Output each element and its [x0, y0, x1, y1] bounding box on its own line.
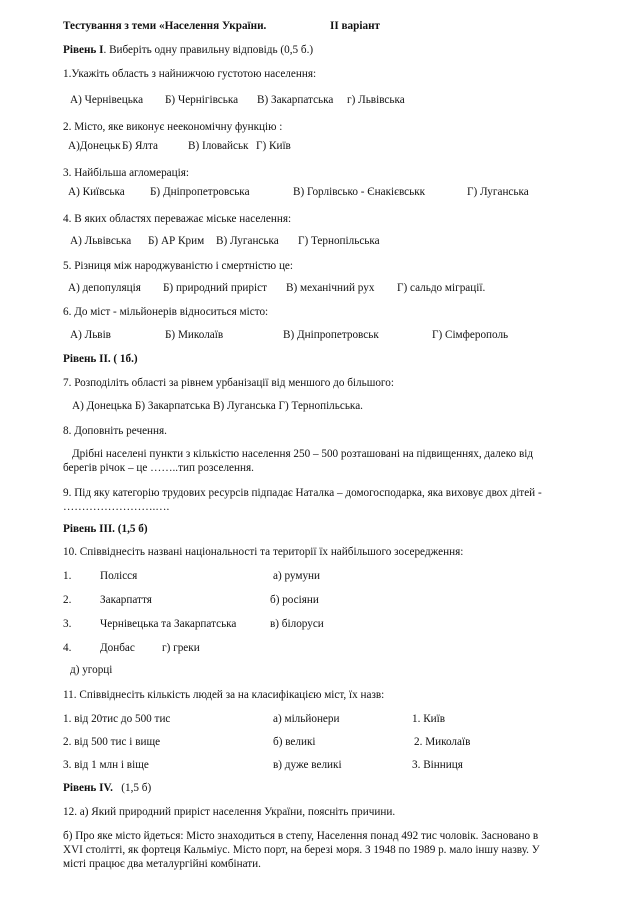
q11-category: в) дуже великі [273, 759, 342, 771]
q8-sentence-line-1: Дрібні населені пункти з кількістю населення 250 – 500 розташовані на підвищеннях, далеко від [72, 448, 534, 460]
q1-option-c: В) Закарпатська [257, 94, 334, 106]
question-4: 4. В яких областях переважає міське населення: [63, 213, 292, 225]
level-3-heading: Рівень ІІІ. (1,5 б) [63, 523, 148, 535]
question-2: 2. Місто, яке виконує неекономічну функцію : [63, 121, 283, 133]
level-1-instruction: . Виберіть одну правильну відповідь (0,5 б.) [103, 44, 314, 56]
question-3: 3. Найбільша агломерація: [63, 167, 189, 179]
q11-city: 1. Київ [412, 713, 446, 725]
q6-option-b: Б) Миколаїв [165, 329, 224, 341]
q10-row-number: 1. [63, 570, 72, 582]
level-2-heading: Рівень ІІ. ( 1б.) [63, 353, 138, 365]
q6-option-a: А) Львів [70, 329, 111, 341]
q1-option-d: г) Львівська [347, 94, 405, 106]
q10-row-number: 4. [63, 642, 72, 654]
question-8: 8. Доповніть речення. [63, 425, 167, 437]
q5-option-d: Г) сальдо міграції. [397, 282, 486, 294]
q11-range: 3. від 1 млн і віще [63, 759, 149, 771]
level-4-heading [63, 781, 151, 795]
test-title: Тестування з теми «Населення України. [63, 20, 267, 32]
q3-option-d: Г) Луганська [467, 186, 529, 198]
q3-option-b: Б) Дніпропетровська [150, 186, 250, 198]
question-7: 7. Розподіліть області за рівнем урбанізації від меншого до більшого: [63, 377, 394, 389]
question-12-b-line-3: місті працює два металургійні комбінати. [63, 858, 261, 870]
q3-option-a: А) Київська [68, 186, 125, 198]
q10-extra-option: д) угорці [70, 664, 113, 676]
q8-sentence-line-2: берегів річок – це ……..тип розселення. [63, 462, 254, 474]
variant-label: ІІ варіант [330, 20, 381, 32]
level-4-label: Рівень IV. [63, 782, 113, 794]
question-12-b-line-1: б) Про яке місто йдеться: Місто знаходиться в степу, Населення понад 492 тис чоловік. Засновано в [63, 830, 539, 842]
q10-answer: в) білоруси [270, 618, 324, 630]
q2-option-c: В) Іловайськ [188, 140, 249, 152]
q5-option-b: Б) природний приріст [163, 282, 267, 294]
q10-answer: б) росіяни [270, 594, 319, 606]
question-12-a: 12. а) Який природний приріст населення України, поясніть причини. [63, 806, 396, 818]
question-9: 9. Під яку категорію трудових ресурсів підпадає Наталка – домогосподарка, яка виховує двох дітей - [63, 487, 542, 499]
q10-region: Чернівецька та Закарпатська [100, 618, 237, 630]
q11-range: 1. від 20тис до 500 тис [63, 713, 171, 725]
q10-region: Закарпаття [100, 594, 152, 606]
q11-range: 2. від 500 тис і вище [63, 736, 161, 748]
question-6: 6. До міст - мільйонерів відноситься місто: [63, 306, 269, 318]
q11-city: 3. Вінниця [412, 759, 463, 771]
q10-row-number: 2. [63, 594, 72, 606]
q4-option-d: Г) Тернопільська [298, 235, 380, 247]
question-11: 11. Співвіднесіть кількість людей за на класифікацією міст, їх назв: [63, 689, 385, 701]
q1-option-a: А) Чернівецька [70, 94, 144, 106]
q4-option-c: В) Луганська [216, 235, 279, 247]
q9-answer-blank: …………………….…. [63, 501, 170, 513]
q4-option-a: А) Львівська [70, 235, 132, 247]
q2-option-a: А)Донецьк [68, 140, 121, 152]
question-5: 5. Різниця між народжуваністю і смертністю це: [63, 260, 294, 272]
question-12-b-line-2: XVI столітті, як фортеця Кальміус. Місто порт, на березі моря. З 1948 по 1989 р. мало іншу назву. У [63, 844, 540, 856]
question-1: 1.Укажіть область з найнижчою густотою населення: [63, 68, 317, 80]
q11-category: а) мільйонери [273, 713, 340, 725]
level-1-heading [63, 43, 313, 57]
q5-option-c: В) механічний рух [286, 282, 375, 294]
q4-option-b: Б) АР Крим [148, 235, 205, 247]
q11-category: б) великі [273, 736, 316, 748]
q5-option-a: А) депопуляція [68, 282, 141, 294]
q11-city: 2. Миколаїв [414, 736, 471, 748]
q7-options: А) Донецька Б) Закарпатська В) Луганська Г) Тернопільська. [72, 400, 363, 412]
q3-option-c: В) Горлівсько - Єнакієвськк [293, 186, 426, 198]
q10-answer: г) греки [162, 642, 200, 654]
level-1-label: Рівень І [63, 44, 104, 56]
q10-row-number: 3. [63, 618, 72, 630]
level-4-points: (1,5 б) [121, 782, 152, 794]
q10-region: Полісся [100, 570, 138, 582]
q10-region: Донбас [100, 642, 135, 654]
q2-option-d: Г) Київ [256, 140, 291, 152]
q1-option-b: Б) Чернігівська [165, 94, 239, 106]
question-10: 10. Співвіднесіть названі національності та території їх найбільшого зосередження: [63, 546, 464, 558]
q6-option-c: В) Дніпропетровськ [283, 329, 379, 341]
q2-option-b: Б) Ялта [122, 140, 158, 152]
q10-answer: а) румуни [273, 570, 321, 582]
q6-option-d: Г) Сімферополь [432, 329, 509, 341]
